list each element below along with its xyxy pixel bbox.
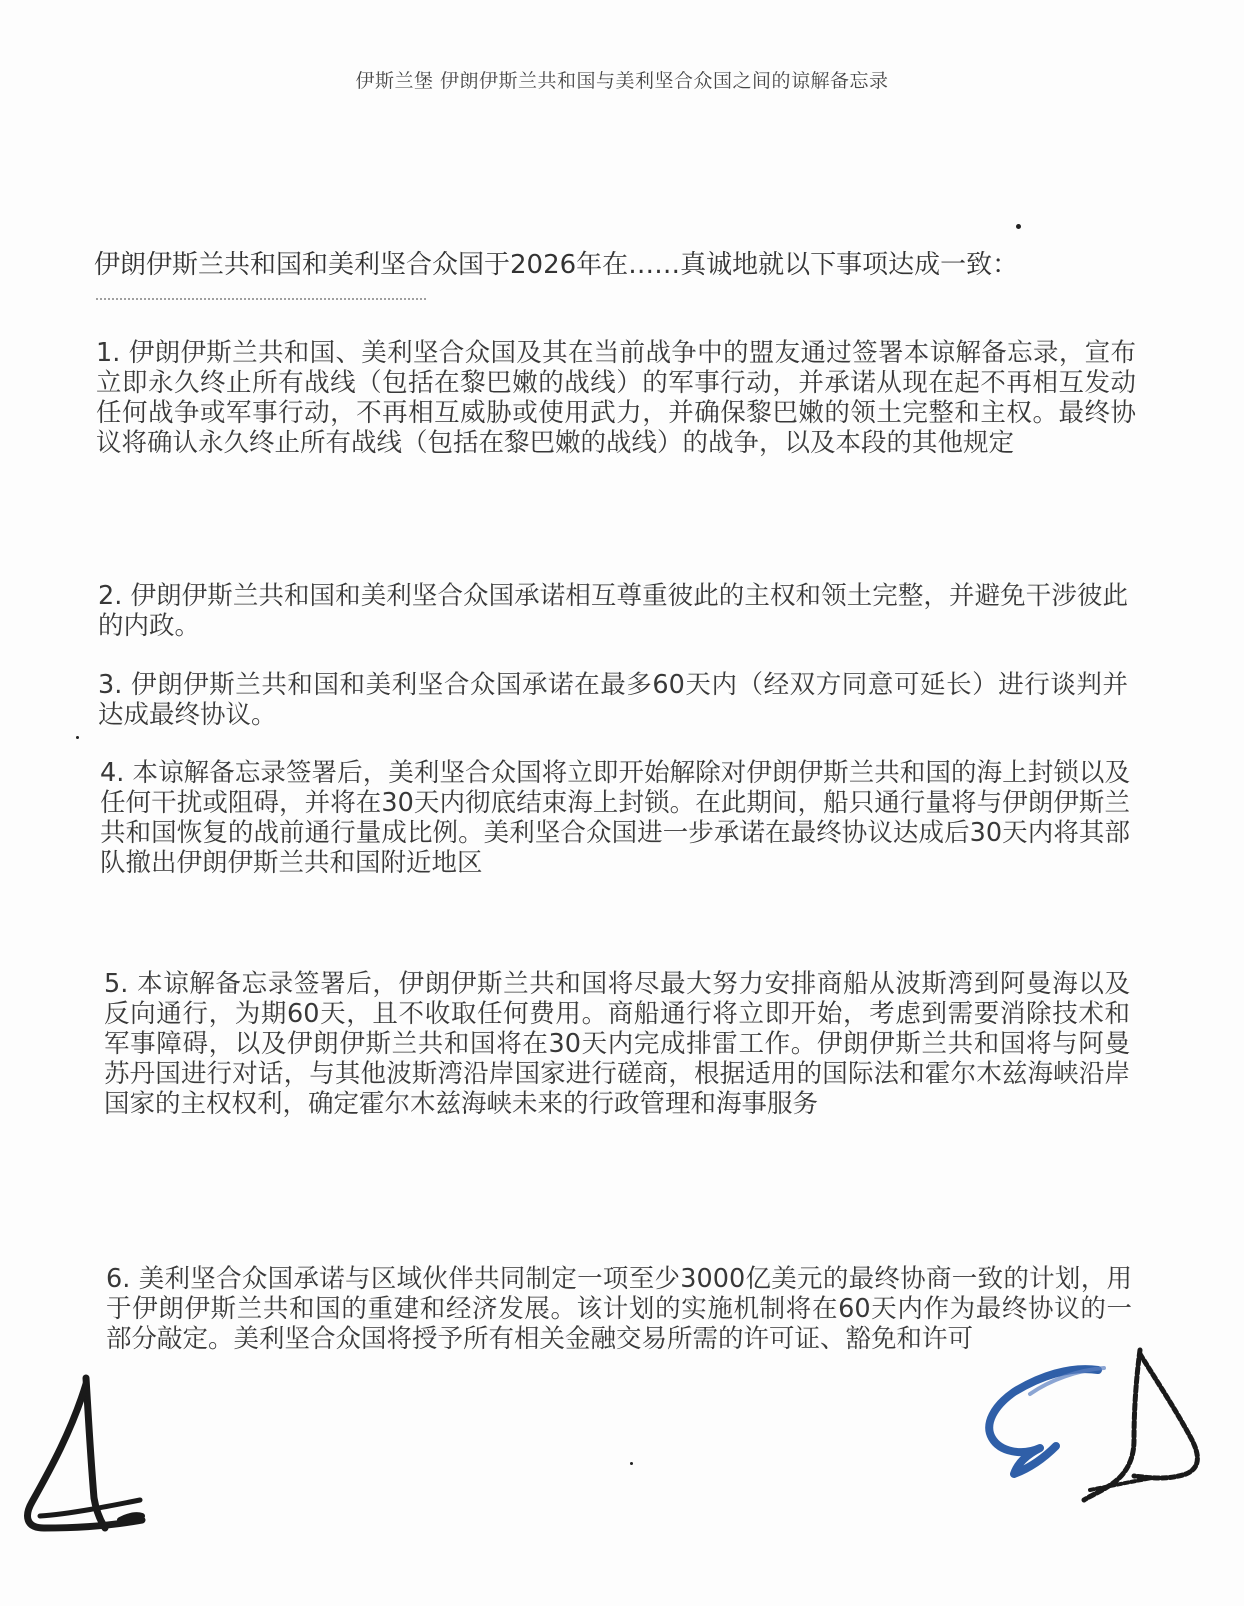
dotted-line bbox=[96, 298, 426, 304]
signature-black-icon bbox=[1060, 1340, 1220, 1540]
signature-left-icon bbox=[10, 1370, 170, 1570]
paragraph-3: 3. 伊朗伊斯兰共和国和美利坚合众国承诺在最多60天内（经双方同意可延长）进行谈判并达成最终协议。 bbox=[98, 670, 1128, 730]
paragraph-6: 6. 美利坚合众国承诺与区域伙伴共同制定一项至少3000亿美元的最终协商一致的计划，用于伊朗伊斯兰共和国的重建和经济发展。该计划的实施机制将在60天内作为最终协议的一部分敲定。美利坚合众国将授予所有相关金融交易所需的许可证、豁免和许可 bbox=[106, 1264, 1132, 1354]
paragraph-2: 2. 伊朗伊斯兰共和国和美利坚合众国承诺相互尊重彼此的主权和领土完整，并避免干涉彼此的内政。 bbox=[98, 581, 1128, 641]
intro-sentence: 伊朗伊斯兰共和国和美利坚合众国于2026年在……真诚地就以下事项达成一致： bbox=[94, 250, 1019, 280]
scan-speck bbox=[76, 736, 79, 739]
document-header: 伊斯兰堡 伊朗伊斯兰共和国与美利坚合众国之间的谅解备忘录 bbox=[355, 70, 889, 92]
scan-speck bbox=[630, 1462, 633, 1465]
paragraph-4: 4. 本谅解备忘录签署后，美利坚合众国将立即开始解除对伊朗伊斯兰共和国的海上封锁以及任何干扰或阻碍，并将在30天内彻底结束海上封锁。在此期间，船只通行量将与伊朗伊斯兰共和国恢复的战前通行量成比例。美利坚合众国进一步承诺在最终协议达成后30天内将其部队撤出伊朗伊斯兰共和国附近地区 bbox=[100, 758, 1130, 878]
paragraph-1: 1. 伊朗伊斯兰共和国、美利坚合众国及其在当前战争中的盟友通过签署本谅解备忘录，宣布立即永久终止所有战线（包括在黎巴嫩的战线）的军事行动，并承诺从现在起不再相互发动任何战争或军事行动，不再相互威胁或使用武力，并确保黎巴嫩的领土完整和主权。最终协议将确认永久终止所有战线（包括在黎巴嫩的战线）的战争，以及本段的其他规定 bbox=[96, 338, 1136, 458]
scan-speck bbox=[1016, 224, 1021, 229]
paragraph-5: 5. 本谅解备忘录签署后，伊朗伊斯兰共和国将尽最大努力安排商船从波斯湾到阿曼海以及反向通行，为期60天，且不收取任何费用。商船通行将立即开始，考虑到需要消除技术和军事障碍，以及伊朗伊斯兰共和国将在30天内完成排雷工作。伊朗伊斯兰共和国将与阿曼苏丹国进行对话，与其他波斯湾沿岸国家进行磋商，根据适用的国际法和霍尔木兹海峡沿岸国家的主权权利，确定霍尔木兹海峡未来的行政管理和海事服务 bbox=[104, 969, 1130, 1119]
